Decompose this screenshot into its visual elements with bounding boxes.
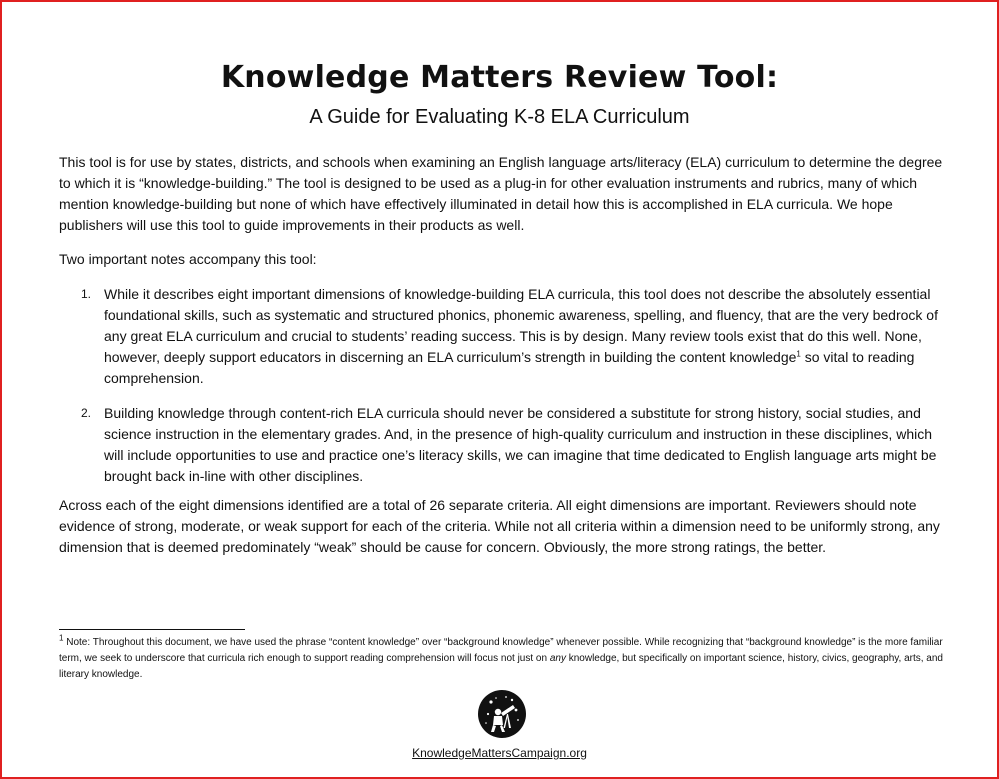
footnote-number: 1 <box>59 633 64 643</box>
list-item-number: 1. <box>81 287 92 301</box>
campaign-website-link[interactable]: KnowledgeMattersCampaign.org <box>412 746 587 760</box>
footnote <box>59 635 949 683</box>
footnote-divider <box>59 629 245 630</box>
footnote-marker[interactable]: 1 <box>796 349 801 359</box>
note-text: While it describes eight important dimensions of knowledge-building ELA curricula, this tool does not describe the absolutely essential foundational skills, such as systematic and structured phonics, phonemic awareness, spelling, and fluency, that are the very bedrock of any great ELA curriculum and crucial to students’ reading success. This is by design. Many review tools exist that do this well. None, however, deeply support educators in discerning an ELA curriculum’s strength in building the content knowledge <box>104 286 938 365</box>
knowledge-matters-logo-icon <box>478 690 526 738</box>
list-item <box>59 284 949 389</box>
list-item <box>59 403 949 487</box>
criteria-paragraph: Across each of the eight dimensions identified are a total of 26 separate criteria. All eight dimensions are important. Reviewers should note evidence of strong, moderate, or weak support for each of the criteria. While not all criteria within a dimension need to be uniformly strong, any dimension that is deemed predominately “weak” should be cause for concern. Obviously, the more strong ratings, the better. <box>59 497 940 555</box>
document-title: Knowledge Matters Review Tool: <box>220 60 779 95</box>
footnote-emphasis: any <box>549 653 566 664</box>
list-item-number: 2. <box>81 406 92 420</box>
notes-list <box>59 284 949 501</box>
note-text-continued: so vital to reading comprehension. <box>104 349 915 386</box>
note-text: Building knowledge through content-rich ELA curricula should never be considered a substitute for strong history, social studies, and science instruction in the elementary grades. And, in the presence of high-quality curriculum and instruction in these disciplines, which will include opportunities to use and practice one’s literacy skills, we can imagine that time dedicated to English language arts might be brought back in-line with other disciplines. <box>104 405 937 484</box>
document-subtitle: A Guide for Evaluating K-8 ELA Curriculum <box>309 106 690 128</box>
intro-paragraph: This tool is for use by states, districts, and schools when examining an English language arts/literacy (ELA) curriculum to determine the degree to which it is “knowledge-building.” The tool is designed to be used as a plug-in for other evaluation instruments and rubrics, many of which mention knowledge-building but none of which have effectively illuminated in detail how this is accomplished in ELA curricula. We hope publishers will use this tool to guide improvements in their products as well. <box>59 154 943 233</box>
footnote-text-continued: knowledge, but specifically on important science, history, civics, geography, arts, and literary knowledge. <box>59 653 943 680</box>
notes-intro: Two important notes accompany this tool: <box>59 251 317 267</box>
footnote-text: Note: Throughout this document, we have used the phrase “content knowledge” over “background knowledge” whenever possible. While recognizing that “background knowledge” is the more familiar term, we seek to underscore that curricula rich enough to support reading comprehension will focus not just on <box>59 637 943 664</box>
